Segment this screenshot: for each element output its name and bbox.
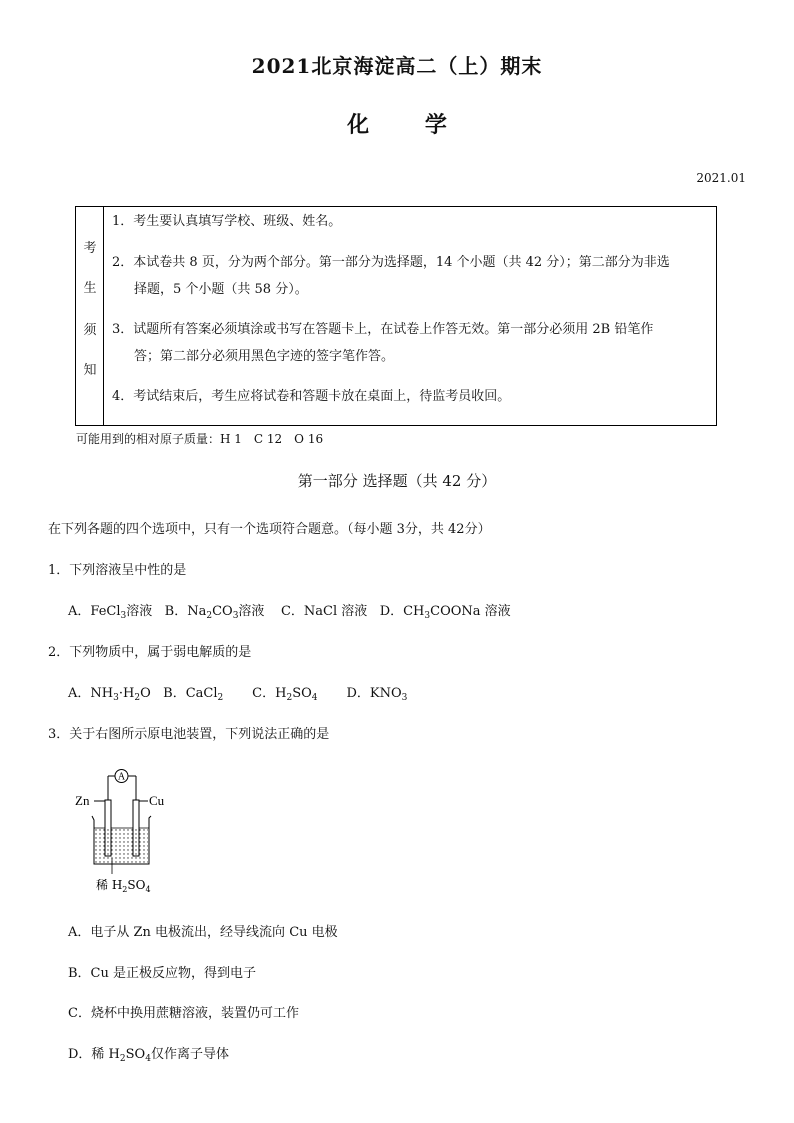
galvanic-cell-figure [70,760,200,900]
galvanic-cell-diagram [70,760,200,900]
electrolyte-solution [95,828,148,864]
q1-option-a: A．FeCl$_3$溶液 [68,604,153,621]
notice-item-2: 2．本试卷共 8 页，分为两个部分。第一部分为选择题，14 个小题（共 42 分）；第二部分为非选 择题，5 个小题（共 58 分）。 [112,255,670,297]
solution-label: 稀 $H_2SO_4$ [96,878,151,894]
notice-label-char: 生 [83,281,97,296]
subject-char: 学 [424,112,447,138]
exam-date: 2021.01 [696,171,746,185]
question-1-options [68,600,511,619]
question-2-stem: 2．下列物质中，属于弱电解质的是 [48,645,252,660]
q3-option-a: A．电子从 Zn 电极流出，经导线流向 Cu 电极 [68,925,338,940]
zn-label: Zn [75,793,90,808]
cu-label: Cu [149,793,165,808]
q3-option-b: B．Cu 是正极反应物，得到电子 [68,966,257,981]
q2-option-d: D．$KNO_3$ [346,686,408,703]
page-title: 2021北京海淀高二（上）期末 [251,54,543,78]
section-instruction: 在下列各题的四个选项中，只有一个选项符合题意。（每小题 3分，共 42分） [48,522,491,537]
notice-label-char: 知 [83,363,97,378]
question-3-stem: 3．关于右图所示原电池装置，下列说法正确的是 [48,727,330,742]
section-title: 第一部分 选择题（共 42 分） [297,472,497,490]
q1-option-d: D．$CH_3COONa$ 溶液 [379,604,511,621]
q1-option-c: C．NaCl 溶液 [280,604,368,619]
question-1-stem: 1．下列溶液呈中性的是 [48,563,187,578]
q2-option-c: C．$H_2SO_4$ [252,686,318,703]
atomic-masses: 可能用到的相对原子质量：H 1 C 12 O 16 [76,432,324,446]
notice-label-char: 考 [83,241,97,256]
question-2-options [68,682,407,701]
notice-label-char: 须 [83,323,97,338]
q3-option-c: C．烧杯中换用蔗糖溶液，装置仍可工作 [68,1006,299,1021]
notice-item-4: 4．考试结束后，考生应将试卷和答题卡放在桌面上，待监考员收回。 [112,389,511,404]
subject-title [0,108,794,139]
notice-label [76,207,104,425]
q1-option-b: B．$Na_2CO_3$溶液 [164,604,265,621]
notice-item-1: 1．考生要认真填写学校、班级、姓名。 [112,214,342,229]
ammeter-label: A [117,771,126,783]
notice-item-3: 3．试题所有答案必须填涂或书写在答题卡上，在试卷上作答无效。第一部分必须用 2B 铅笔作 答；第二部分必须用黑色字迹的签字笔作答。 [112,322,654,364]
notice-box [75,206,717,426]
q2-option-b: B．CaCl$_2$ [163,686,224,703]
q3-option-d: D．稀 $H_2SO_4$仅作离子导体 [68,1047,229,1064]
q2-option-a: A．$NH_3\cdot H_2O$ [68,686,151,703]
subject-char: 化 [347,112,370,138]
